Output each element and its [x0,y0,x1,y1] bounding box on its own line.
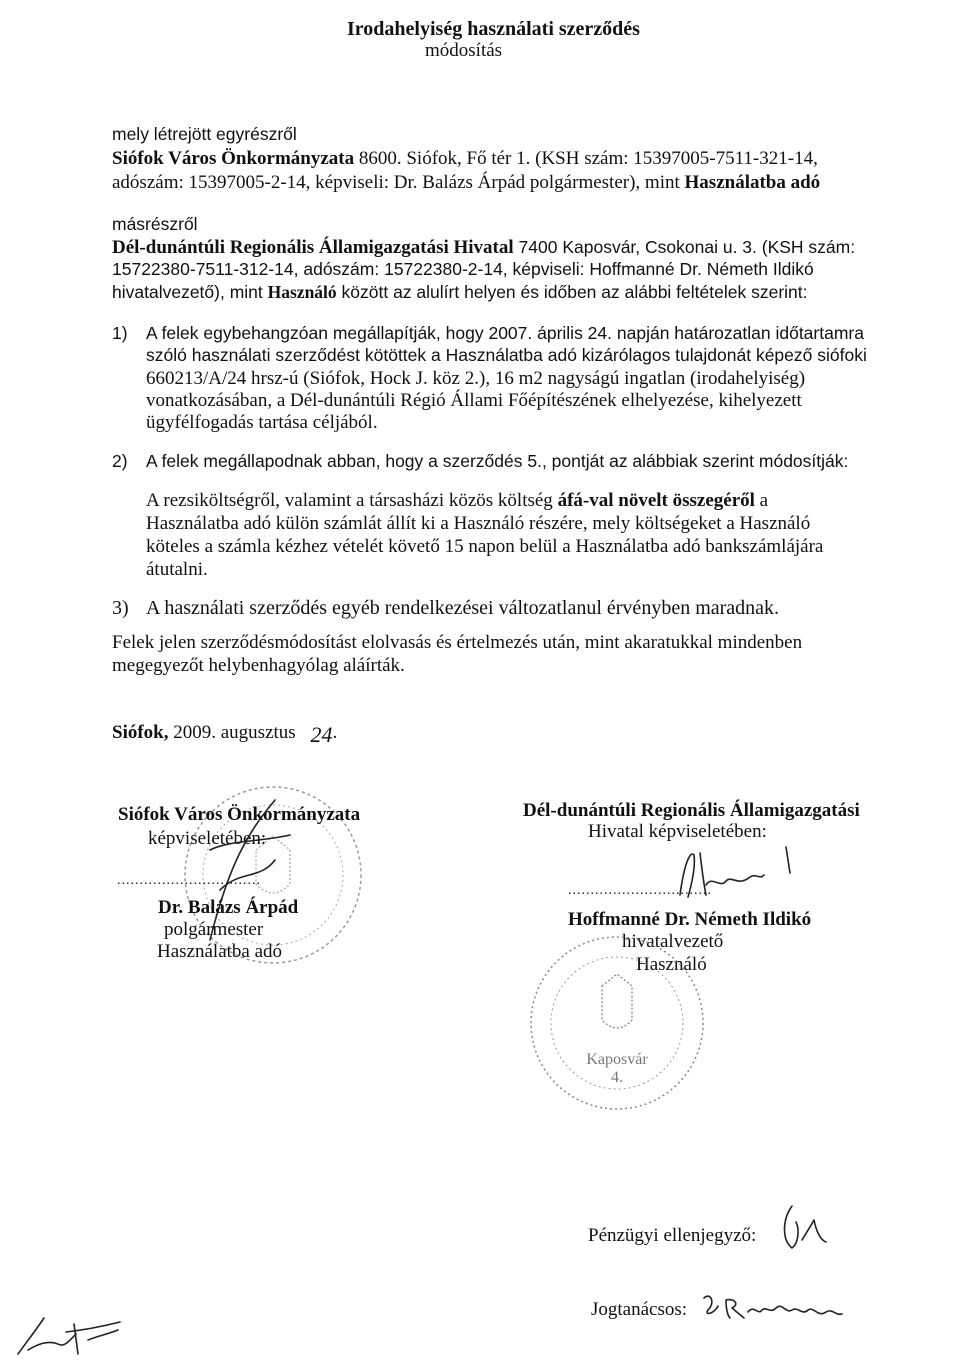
left-signatory-role: polgármester [164,919,264,940]
party-one-name: Siófok Város Önkormányzata [112,148,355,169]
document-title: Irodahelyiség használati szerződés [347,18,640,40]
clause-1-line: A felek egybehangzóan megállapítják, hogy 2007. április 24. napján határozatlan időtartamra [146,323,864,343]
clause-1-number: 1) [112,323,128,343]
right-signature-line: ................................ [568,883,712,898]
place-date: Siófok, 2009. augusztus 24. [112,722,338,747]
clause-2-detail-line: A rezsiköltségről, valamint a társasházi közös költség áfá-val növelt összegéről a [146,490,769,511]
legal-counsel-signature [700,1288,860,1328]
clause-3-text: A használati szerződés egyéb rendelkezései változatlanul érvényben maradnak. [146,597,780,619]
seal-stamp-right [524,930,710,1116]
clause-2-detail-line: átutalni. [146,559,208,580]
party-one-role: Használatba adó [684,172,821,193]
left-signature-line: ................................ [117,873,261,888]
right-signatory-org: Dél-dunántúli Regionális Államigazgatási [523,800,860,821]
party-two-line-1: Dél-dunántúli Regionális Államigazgatási Hivatal 7400 Kaposvár, Csokonai u. 3. (KSH szám: [112,237,856,258]
left-signatory-party: Használatba adó [157,941,283,962]
clause-1-line: ügyfélfogadás tartása céljából. [146,412,378,433]
stamp-city: Kaposvár [586,1051,648,1068]
clause-2-detail-line: köteles a számla kézhez vételét követő 15 napon belül a Használatba adó bankszámlájára [146,536,824,557]
left-signatory-name: Dr. Balázs Árpád [158,897,299,918]
right-signatory-role: hivatalvezető [622,931,724,952]
party-two-line-2: 15722380-7511-312-14, adószám: 15722380-2-14, képviseli: Hoffmanné Dr. Németh Ildikó [112,259,814,279]
parties-intro: mely létrejött egyrészről [112,124,297,144]
right-signatory-capacity: Hivatal képviseletében: [588,821,767,842]
clause-2-text: A felek megállapodnak abban, hogy a szerződés 5., pontját az alábbiak szerint módosítják: [146,451,849,471]
party-two-role: Használó [267,282,337,302]
financial-countersign-label: Pénzügyi ellenjegyző: [588,1225,757,1246]
document-subtitle: módosítás [425,40,503,61]
party-one-line-2: adószám: 15397005-2-14, képviseli: Dr. Balázs Árpád polgármester), mint Használatba adó [112,172,821,193]
handwritten-day: 24 [310,722,333,747]
financial-signature [778,1200,828,1256]
clause-1-line: vonatkozásában, a Dél-dunántúli Régió Állami Főépítészének elhelyezése, kihelyezett [146,390,802,411]
left-signatory-capacity: képviseletében: [148,828,267,849]
clause-2-number: 2) [112,451,128,471]
clause-2-detail-line: Használatba adó külön számlát állít ki a Használó részére, mely költségeket a Használó [146,513,811,534]
right-signatory-party: Használó [636,954,707,975]
left-signatory-org: Siófok Város Önkormányzata [118,804,361,825]
clause-3-number: 3) [112,597,129,619]
stamp-number: 4. [611,1069,623,1086]
closing-line: megegyezőt helybenhagyólag aláírták. [112,655,405,676]
party-two-line-3: hivatalvezető), mint Használó között az alulírt helyen és időben az alábbi feltételek szerint: [112,282,808,302]
clause-1-line: 660213/A/24 hrsz-ú (Siófok, Hock J. köz 2.), 16 m2 nagyságú ingatlan (irodahelyiség) [146,368,806,389]
party-two-name: Dél-dunántúli Regionális Államigazgatási Hivatal [112,237,514,258]
page-initials-signature [14,1310,124,1360]
legal-counsel-label: Jogtanácsos: [591,1299,688,1320]
clause-1-line: szóló használati szerződést kötöttek a Használatba adó kizárólagos tulajdonát képező siófoki [146,345,867,365]
party-one-line-1: Siófok Város Önkormányzata 8600. Siófok, Fő tér 1. (KSH szám: 15397005-7511-321-14, [112,148,818,169]
parties-other-side: másrészről [112,214,198,234]
right-signatory-name: Hoffmanné Dr. Németh Ildikó [568,909,812,930]
clause-2-emphasis: áfá-val növelt összegéről [557,490,755,511]
closing-line: Felek jelen szerződésmódosítást elolvasás és értelmezés után, mint akaratukkal mindenben [112,632,803,653]
